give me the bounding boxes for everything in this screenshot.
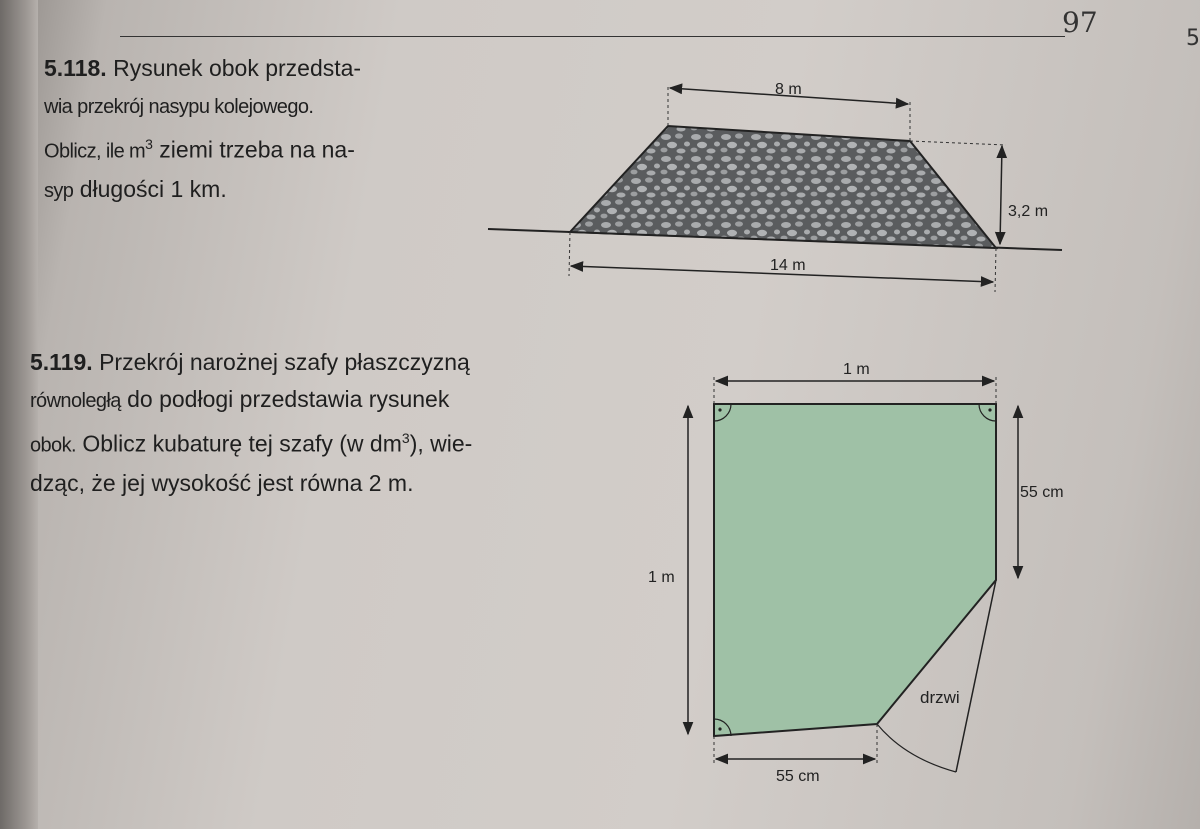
page-number: 97 (1062, 6, 1098, 39)
problem-119-line-1: 5.119. Przekrój narożnej szafy płaszczyzną (30, 349, 470, 375)
cabinet-cross-section (714, 404, 996, 736)
bottom-left-extension (569, 232, 570, 276)
problem-119-number: 5.119. (30, 349, 93, 375)
bottom-width-label: 14 m (770, 257, 806, 274)
door-swing-arc (877, 724, 956, 772)
bottom-right-extension (995, 248, 996, 292)
problem-118-line-2: wia przekrój nasypu kolejowego. (44, 96, 314, 118)
embankment-trapezoid (570, 126, 996, 248)
cabinet-bottom-segment-label: 55 cm (776, 768, 820, 785)
embankment-figure (488, 81, 1062, 292)
height-extension (910, 141, 1006, 145)
problem-118-line-1: 5.118. Rysunek obok przedsta- (44, 55, 362, 81)
height-label: 3,2 m (1008, 203, 1049, 220)
door-label: drzwi (920, 688, 960, 707)
problem-118-number: 5.118. (44, 55, 107, 81)
problem-119-line-2: równoległą do podłogi przedstawia rysunek (30, 386, 450, 412)
problem-118-line-3: Oblicz, ile $m^3$ ziemi trzeba na na- (44, 136, 355, 163)
cabinet-figure (648, 361, 1064, 785)
top-width-label: 8 m (775, 81, 802, 98)
problem-119-line-4: dząc, że jej wysokość jest równa 2 m. (30, 469, 414, 496)
cabinet-right-segment-label: 55 cm (1020, 484, 1064, 501)
problem-119-line-3: obok. Oblicz kubaturę tej szafy (w $dm^3$), wie- (30, 430, 473, 457)
cabinet-left-height-label: 1 m (648, 569, 675, 586)
next-page-edge-mark: 5 (1186, 26, 1200, 51)
problem-118-line-4: syp długości 1 km. (44, 175, 227, 202)
cabinet-top-width-label: 1 m (843, 361, 870, 378)
height-dimension (1000, 146, 1002, 244)
